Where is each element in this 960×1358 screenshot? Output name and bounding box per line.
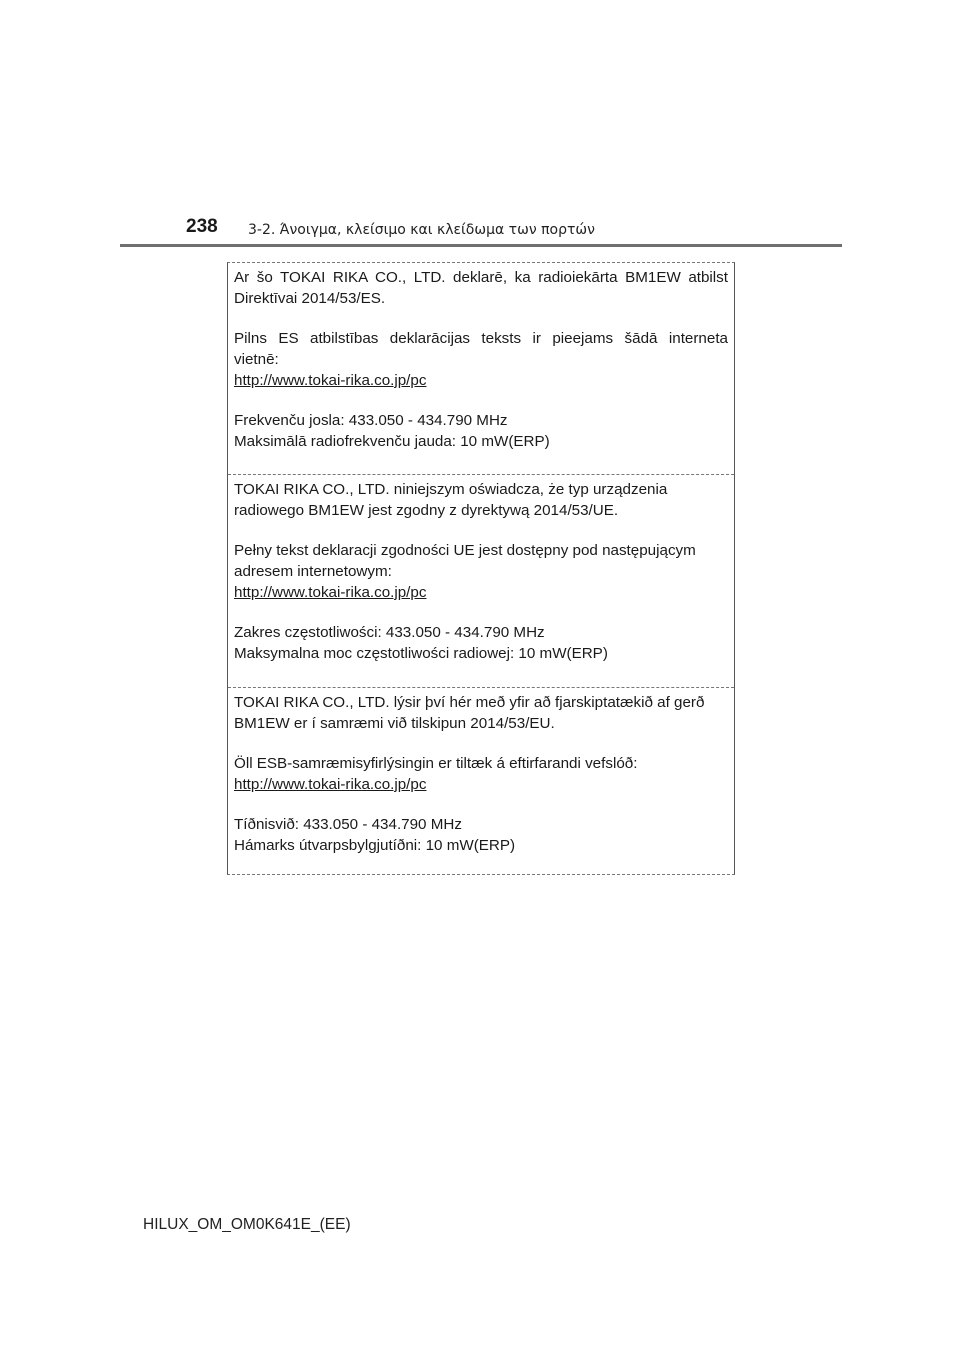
- max-power: Hámarks útvarpsbylgjutíðni: 10 mW(ERP): [234, 837, 516, 854]
- page-number: 238: [186, 216, 218, 237]
- fulltext-line: Öll ESB-samræmisyfirlýsingin er tiltæk á eftirfarandi vefslóð:: [234, 755, 638, 772]
- section-title: 3-2. Άνοιγμα, κλείσιμο και κλείδωμα των πορτών: [248, 222, 595, 238]
- declaration-url-link[interactable]: http://www.tokai-rika.co.jp/pc: [234, 372, 427, 389]
- declaration-box: [227, 262, 735, 875]
- statement-line: TOKAI RIKA CO., LTD. lýsir því hér með yfir að fjarskiptatækið af gerð: [234, 694, 705, 711]
- max-power: Maksymalna moc częstotliwości radiowej: 10 mW(ERP): [234, 645, 608, 662]
- declaration-url-link[interactable]: http://www.tokai-rika.co.jp/pc: [234, 584, 427, 601]
- fulltext-line: Pełny tekst deklaracji zgodności UE jest dostępny pod następującym: [234, 542, 696, 559]
- fulltext-line: vietnē:: [234, 351, 279, 368]
- frequency-band: Tíðnisvið: 433.050 - 434.790 MHz: [234, 816, 462, 833]
- declaration-latvian: [228, 263, 734, 474]
- declaration-icelandic: [228, 687, 734, 876]
- header-rule: [120, 244, 842, 247]
- statement-line: BM1EW er í samræmi við tilskipun 2014/53/EU.: [234, 715, 555, 732]
- frequency-band: Zakres częstotliwości: 433.050 - 434.790 MHz: [234, 624, 545, 641]
- max-power: Maksimālā radiofrekvenču jauda: 10 mW(ERP): [234, 433, 550, 450]
- declaration-polish: [228, 474, 734, 687]
- statement-line: TOKAI RIKA CO., LTD. niniejszym oświadcza, że typ urządzenia: [234, 481, 668, 498]
- manual-code: HILUX_OM_OM0K641E_(EE): [143, 1216, 351, 1233]
- statement-line: Ar šo TOKAI RIKA CO., LTD. deklarē, ka radioiekārta BM1EW atbilst: [234, 269, 728, 286]
- statement-line: radiowego BM1EW jest zgodny z dyrektywą 2014/53/UE.: [234, 502, 619, 519]
- declaration-url-link[interactable]: http://www.tokai-rika.co.jp/pc: [234, 776, 427, 793]
- frequency-band: Frekvenču josla: 433.050 - 434.790 MHz: [234, 412, 508, 429]
- statement-line: Direktīvai 2014/53/ES.: [234, 290, 386, 307]
- fulltext-line: adresem internetowym:: [234, 563, 392, 580]
- fulltext-line: Pilns ES atbilstības deklarācijas teksts ir pieejams šādā interneta: [234, 330, 728, 347]
